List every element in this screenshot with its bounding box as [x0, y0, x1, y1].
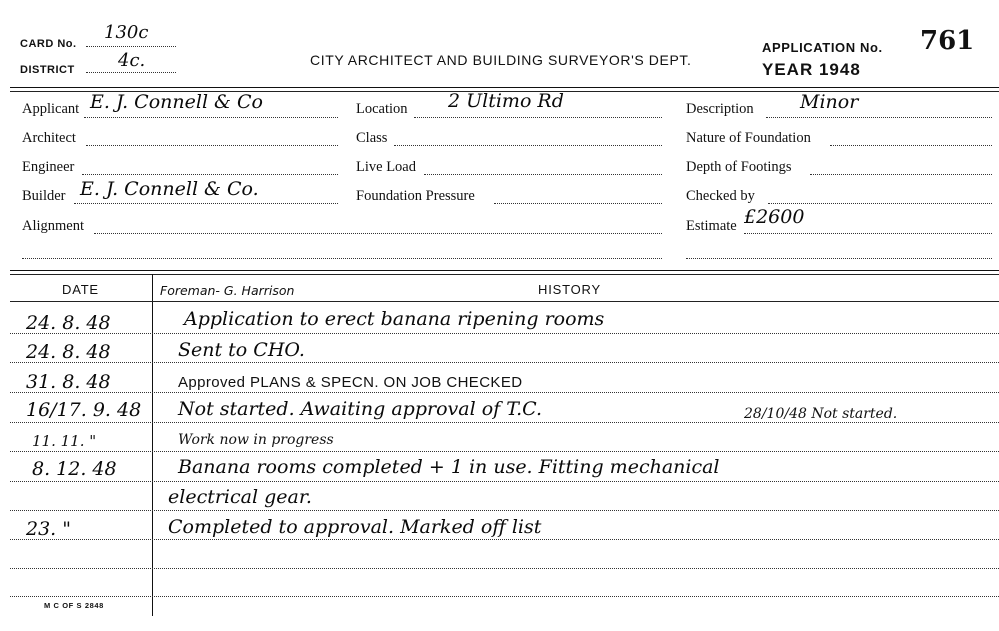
- location-label: Location: [356, 101, 408, 117]
- card-no-value: 130c: [104, 22, 149, 43]
- application-number: 761: [920, 26, 975, 56]
- form-code: M C OF S 2848: [44, 601, 104, 610]
- history-column-header: HISTORY: [538, 282, 601, 297]
- history-date: 24. 8. 48: [26, 341, 111, 363]
- application-no-label: APPLICATION No.: [762, 40, 883, 55]
- history-date: 11. 11. ": [32, 432, 97, 450]
- history-date: 24. 8. 48: [26, 312, 111, 334]
- year: YEAR 1948: [762, 60, 861, 79]
- nature-of-foundation-label: Nature of Foundation: [686, 130, 811, 146]
- estimate-label: Estimate: [686, 218, 737, 234]
- description-value: Minor: [800, 91, 859, 113]
- architect-label: Architect: [22, 130, 76, 146]
- history-entry: Not started. Awaiting approval of T.C.: [178, 398, 543, 420]
- history-entry: Application to erect banana ripening rooms: [184, 308, 605, 330]
- builder-label: Builder: [22, 188, 66, 204]
- history-date: 31. 8. 48: [26, 371, 111, 393]
- live-load-label: Live Load: [356, 159, 416, 175]
- checked-by-label: Checked by: [686, 188, 755, 204]
- class-label: Class: [356, 130, 388, 146]
- date-column-header: DATE: [62, 282, 99, 297]
- department-title: CITY ARCHITECT AND BUILDING SURVEYOR'S DEPT.: [310, 52, 692, 68]
- history-entry: electrical gear.: [168, 486, 312, 508]
- history-entry: Banana rooms completed + 1 in use. Fitting mechanical: [178, 456, 720, 478]
- history-entry: Approved PLANS & SPECN. ON JOB CHECKED: [178, 374, 523, 391]
- history-extra-note: 28/10/48 Not started.: [744, 406, 898, 422]
- applicant-label: Applicant: [22, 101, 80, 117]
- location-value: 2 Ultimo Rd: [448, 90, 564, 112]
- history-date: 8. 12. 48: [32, 458, 117, 480]
- applicant-value: E. J. Connell & Co: [90, 91, 263, 113]
- engineer-label: Engineer: [22, 159, 75, 175]
- history-entry: Completed to approval. Marked off list: [168, 516, 542, 538]
- history-entry: Sent to CHO.: [178, 339, 305, 361]
- card-no-label: CARD No.: [20, 38, 77, 50]
- foundation-pressure-label: Foundation Pressure: [356, 188, 475, 204]
- district-value: 4c.: [118, 50, 146, 71]
- depth-of-footings-label: Depth of Footings: [686, 159, 792, 175]
- builder-value: E. J. Connell & Co.: [80, 178, 259, 200]
- district-label: DISTRICT: [20, 64, 75, 76]
- foreman-note: Foreman- G. Harrison: [160, 283, 295, 298]
- estimate-value: £2600: [744, 206, 805, 228]
- history-date: 16/17. 9. 48: [26, 399, 142, 421]
- history-entry: Work now in progress: [178, 432, 334, 448]
- history-date: 23. ": [26, 518, 71, 540]
- description-label: Description: [686, 101, 754, 117]
- alignment-label: Alignment: [22, 218, 85, 234]
